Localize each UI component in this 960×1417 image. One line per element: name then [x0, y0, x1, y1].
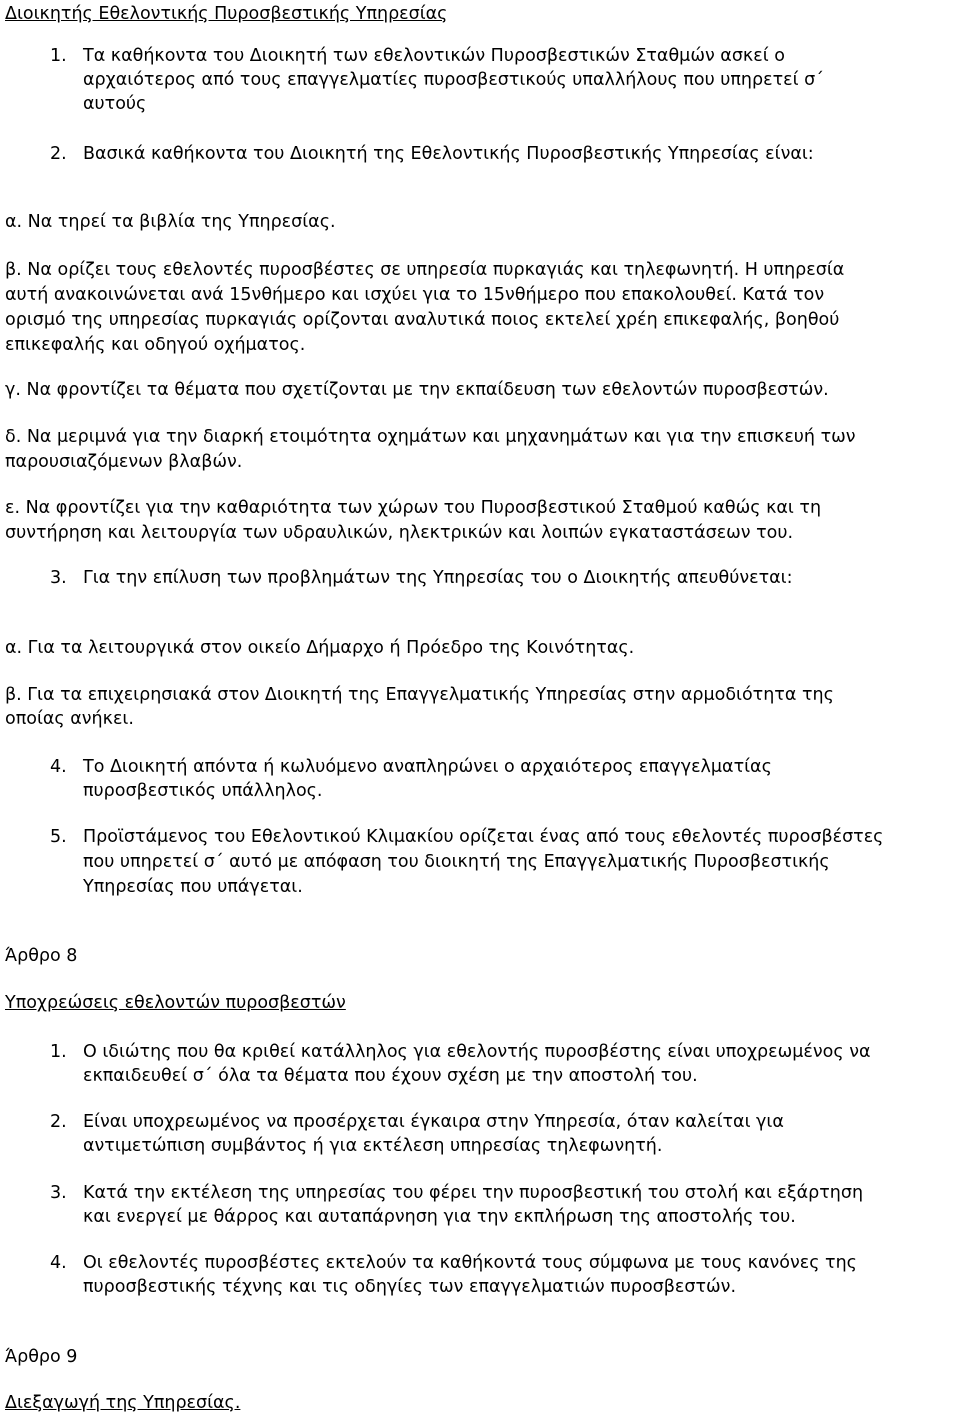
item-number: 5.	[50, 827, 67, 847]
duty-text: συντήρηση και λειτουργία των υδραυλικών, ηλεκτρικών και λοιπών εγκαταστάσεων του.	[5, 523, 794, 543]
item-text: Είναι υποχρεωμένος να προσέρχεται έγκαιρα στην Υπηρεσία, όταν καλείται για	[83, 1112, 784, 1132]
item-text: Το Διοικητή απόντα ή κωλυόμενο αναπληρώνει ο αρχαιότερος επαγγελματίας	[83, 757, 772, 777]
item-text: αντιμετώπιση συμβάντος ή για εκτέλεση υπηρεσίας τηλεφωνητή.	[83, 1136, 663, 1156]
item-text: Για την επίλυση των προβλημάτων της Υπηρεσίας του ο Διοικητής απευθύνεται:	[83, 568, 793, 588]
duty-text: α. Να τηρεί τα βιβλία της Υπηρεσίας.	[5, 212, 336, 232]
item-text: Ο ιδιώτης που θα κριθεί κατάλληλος για εθελοντής πυροσβέστης είναι υποχρεωμένος να	[83, 1042, 871, 1062]
article-title: Άρθρο 8	[5, 946, 78, 966]
duty-text: παρουσιαζόμενων βλαβών.	[5, 452, 243, 472]
item-text: που υπηρετεί σ΄ αυτό με απόφαση του διοικητή της Επαγγελματικής Πυροσβεστικής	[83, 852, 830, 872]
item-number: 4.	[50, 1253, 67, 1273]
item-text: πυροσβεστικής τέχνης και τις οδηγίες των επαγγελματιών πυροσβεστών.	[83, 1277, 737, 1297]
item-text: Τα καθήκοντα του Διοικητή των εθελοντικών Πυροσβεστικών Σταθμών ασκεί ο	[83, 46, 785, 66]
duty-text: γ. Να φροντίζει τα θέματα που σχετίζονται με την εκπαίδευση των εθελοντών πυροσβεστών.	[5, 380, 829, 400]
item-number: 3.	[50, 1183, 67, 1203]
item-number: 3.	[50, 568, 67, 588]
duty-text: ε. Να φροντίζει για την καθαριότητα των χώρων του Πυροσβεστικού Σταθμού καθώς και τη	[5, 498, 822, 518]
item-text: αρχαιότερος από τους επαγγελματίες πυροσβεστικούς υπαλλήλους που υπηρετεί σ΄	[83, 70, 824, 90]
item-text: και ενεργεί με θάρρος και αυταπάρνηση για την εκπλήρωση της αποστολής του.	[83, 1207, 796, 1227]
duty-text: επικεφαλής και οδηγού οχήματος.	[5, 335, 306, 355]
item-text: εκπαιδευθεί σ΄ όλα τα θέματα που έχουν σχέση με την αποστολή του.	[83, 1066, 698, 1086]
addressee-text: β. Για τα επιχειρησιακά στον Διοικητή της Επαγγελματικής Υπηρεσίας στην αρμοδιότητα της	[5, 685, 834, 705]
section-heading: Διοικητής Εθελοντικής Πυροσβεστικής Υπηρεσίας	[5, 4, 448, 24]
duty-text: αυτή ανακοινώνεται ανά 15νθήμερο και ισχύει για το 15νθήμερο που επακολουθεί. Κατά τον	[5, 285, 825, 305]
item-number: 2.	[50, 1112, 67, 1132]
article-title: Άρθρο 9	[5, 1347, 78, 1367]
item-text: Οι εθελοντές πυροσβέστες εκτελούν τα καθήκοντά τους σύμφωνα με τους κανόνες της	[83, 1253, 857, 1273]
item-text: Υπηρεσίας που υπάγεται.	[83, 877, 303, 897]
item-number: 2.	[50, 144, 67, 164]
article-heading: Υποχρεώσεις εθελοντών πυροσβεστών	[5, 993, 346, 1013]
item-text: Βασικά καθήκοντα του Διοικητή της Εθελοντικής Πυροσβεστικής Υπηρεσίας είναι:	[83, 144, 814, 164]
addressee-text: οποίας ανήκει.	[5, 709, 134, 729]
item-number: 1.	[50, 1042, 67, 1062]
duty-text: ορισμό της υπηρεσίας πυρκαγιάς ορίζονται αναλυτικά ποιος εκτελεί χρέη επικεφαλής, βοηθού	[5, 310, 840, 330]
item-text: πυροσβεστικός υπάλληλος.	[83, 781, 323, 801]
item-number: 4.	[50, 757, 67, 777]
addressee-text: α. Για τα λειτουργικά στον οικείο Δήμαρχο ή Πρόεδρο της Κοινότητας.	[5, 638, 635, 658]
item-text: Κατά την εκτέλεση της υπηρεσίας του φέρει την πυροσβεστική του στολή και εξάρτηση	[83, 1183, 864, 1203]
item-text: αυτούς	[83, 94, 147, 114]
duty-text: δ. Να μεριμνά για την διαρκή ετοιμότητα οχημάτων και μηχανημάτων και για την επισκευή των	[5, 427, 856, 447]
duty-text: β. Να ορίζει τους εθελοντές πυροσβέστες σε υπηρεσία πυρκαγιάς και τηλεφωνητή. Η υπηρεσία	[5, 260, 845, 280]
item-number: 1.	[50, 46, 67, 66]
item-text: Προϊστάμενος του Εθελοντικού Κλιμακίου ορίζεται ένας από τους εθελοντές πυροσβέστες	[83, 827, 884, 847]
article-heading: Διεξαγωγή της Υπηρεσίας.	[5, 1393, 241, 1413]
